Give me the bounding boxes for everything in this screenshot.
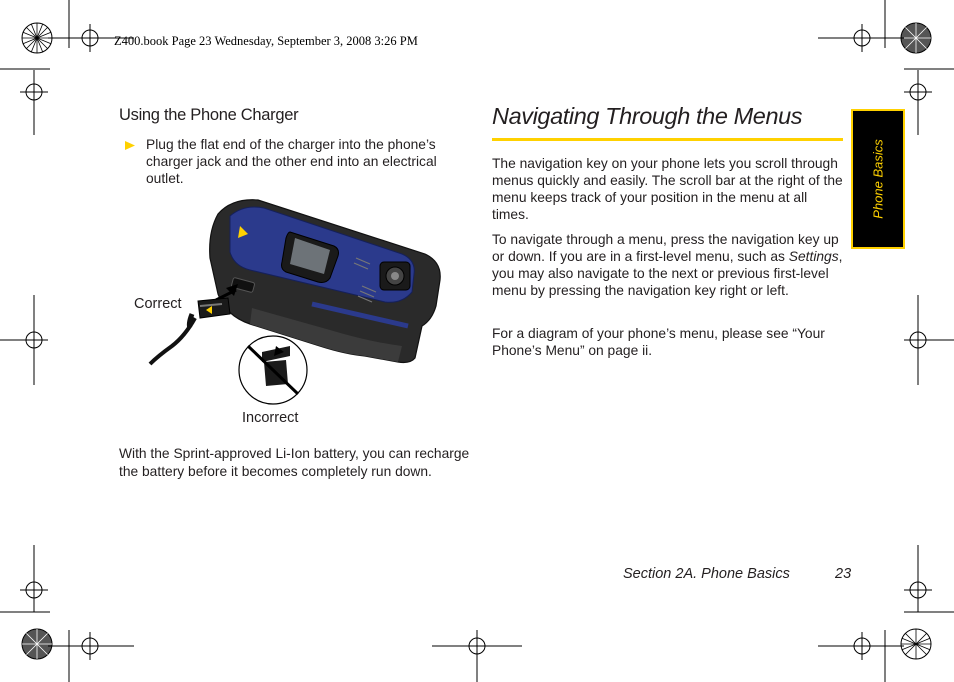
phone-image [210, 200, 441, 363]
incorrect-orientation-icon [239, 336, 307, 404]
registration-starburst-icon [901, 23, 931, 53]
label-incorrect: Incorrect [242, 410, 299, 426]
chapter-tab-label: Phone Basics [870, 139, 886, 219]
paragraph-text: , you may also navigate to the next or previous first-level menu by pressing the navigation key right or left. [492, 249, 843, 298]
paragraph-menu-diagram: For a diagram of your phone’s menu, please see “Your Phone’s Menu” on page ii. [492, 326, 825, 358]
label-correct: Correct [134, 296, 182, 312]
section-heading: Using the Phone Charger [119, 106, 299, 124]
phone-charger-illustration [140, 196, 460, 411]
page-number: 23 [835, 566, 852, 582]
print-header: Z400.book Page 23 Wednesday, September 3, 2008 3:26 PM [114, 34, 418, 48]
registration-starburst-icon [22, 23, 52, 53]
registration-starburst-icon [22, 629, 52, 659]
settings-term: Settings [788, 249, 839, 264]
page-title: Navigating Through the Menus [492, 103, 803, 129]
chapter-tab [851, 109, 905, 249]
battery-paragraph: With the Sprint-approved Li-Ion battery, you can recharge the battery before it becomes completely run down. [119, 446, 470, 479]
footer-section: Section 2A. Phone Basics [623, 566, 790, 582]
paragraph-text: To navigate through a menu, press the navigation key up or down. If you are in a first-level menu, such as [492, 232, 839, 264]
registration-starburst-icon [901, 629, 931, 659]
title-underline [492, 138, 843, 141]
paragraph-navigate-menu [492, 231, 844, 299]
bullet-arrow-icon [123, 138, 137, 152]
bullet-text: Plug the flat end of the charger into the phone’s charger jack and the other end into an electrical outlet. [146, 137, 437, 186]
paragraph-navigation-key: The navigation key on your phone lets you scroll through menus quickly and easily. The scroll bar at the right of the menu keeps track of your position in the menu at all times. [492, 156, 843, 222]
